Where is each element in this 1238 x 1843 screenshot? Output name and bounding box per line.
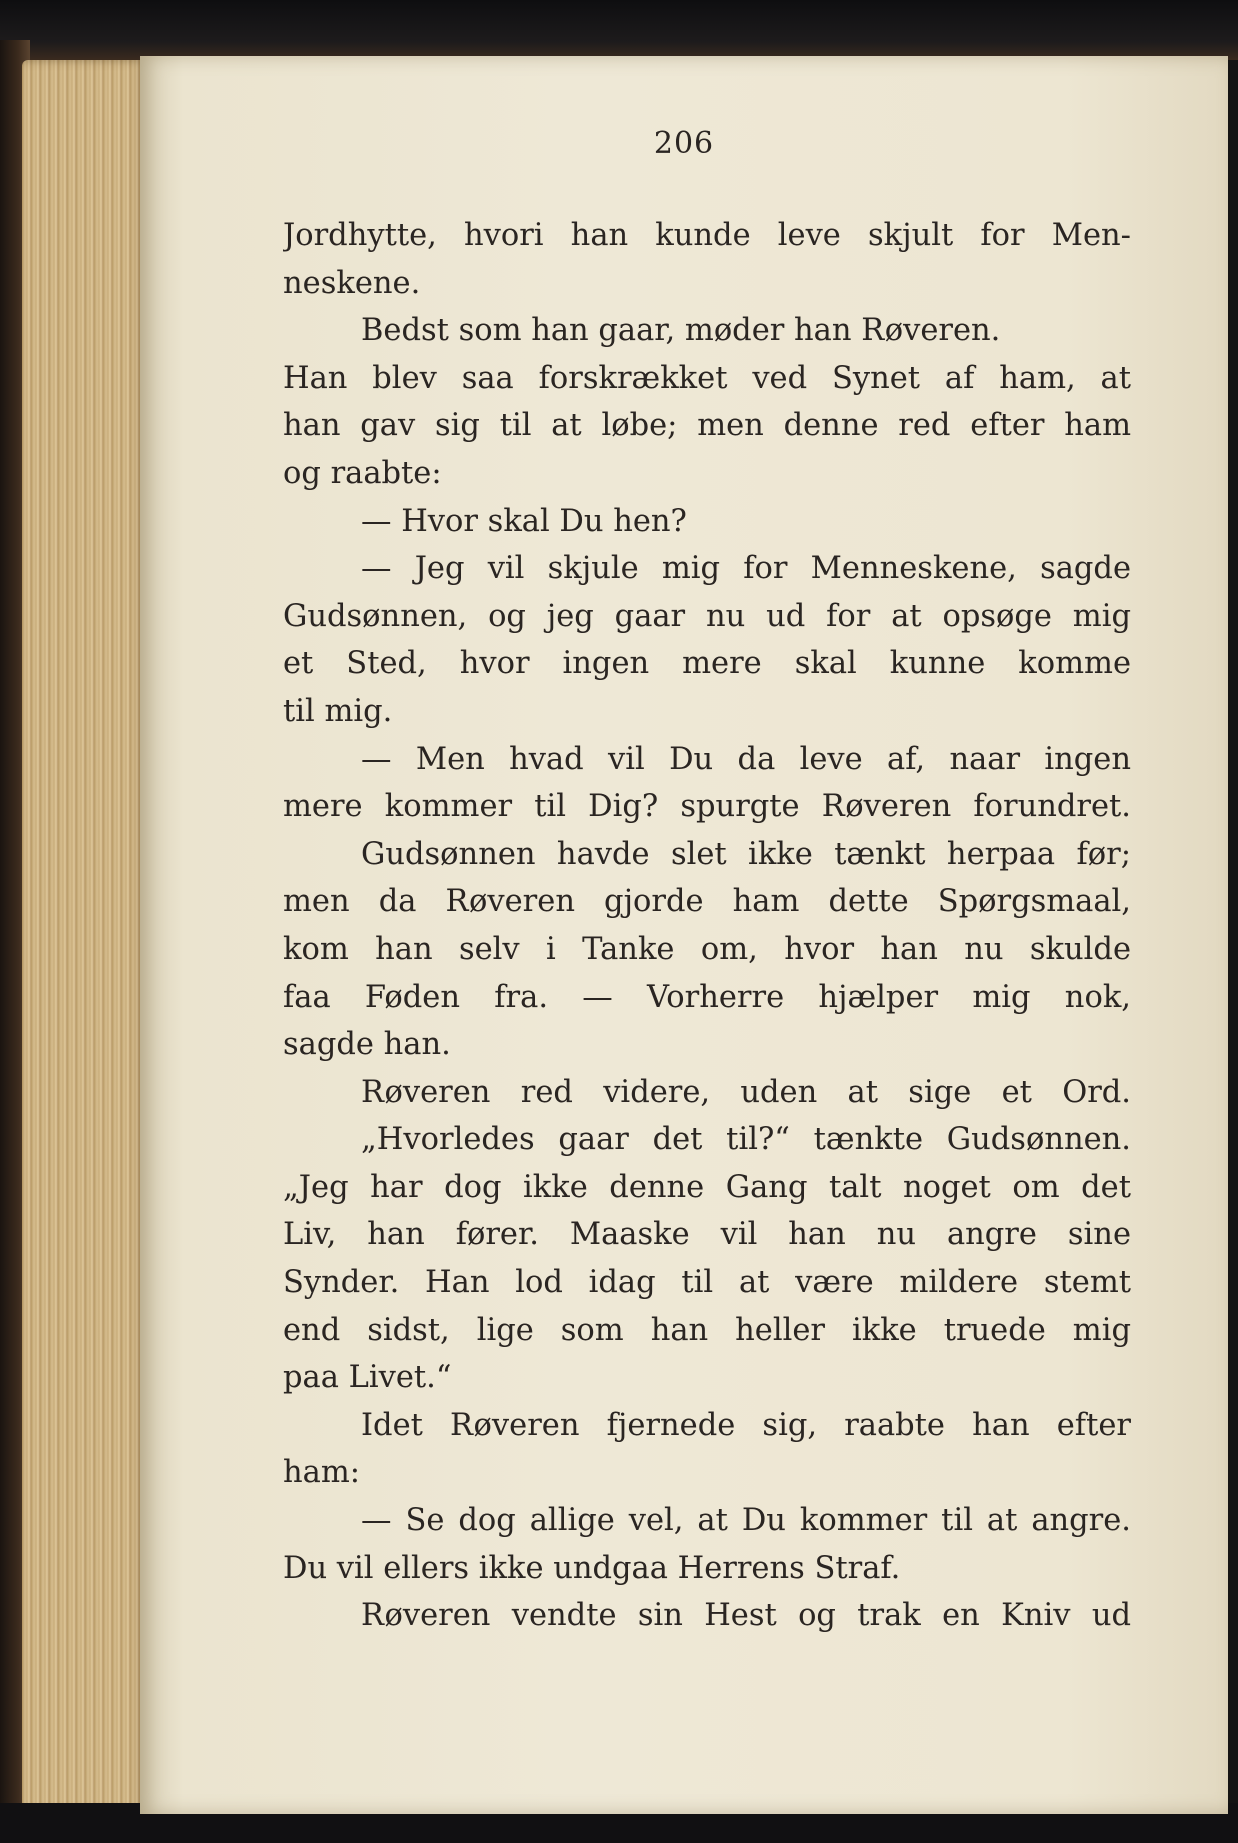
text-line: mere kommer til Dig? spurgte Røveren forundret. <box>283 789 1131 825</box>
text-line: neskene. <box>283 265 421 301</box>
text-line: Gudsønnen, og jeg gaar nu ud for at opsøge mig <box>283 598 1131 634</box>
text-line: — Jeg vil skjule mig for Menneskene, sagde <box>361 551 1131 587</box>
text-line: sagde han. <box>283 1027 451 1063</box>
text-line: Idet Røveren fjernede sig, raabte han efter <box>361 1407 1131 1443</box>
text-line: Synder. Han lod idag til at være mildere stemt <box>283 1265 1131 1301</box>
text-line: kom han selv i Tanke om, hvor han nu skulde <box>283 931 1131 967</box>
text-line: Røveren vendte sin Hest og trak en Kniv ud <box>361 1598 1131 1634</box>
body-text <box>283 212 1131 1640</box>
text-line: faa Føden fra. — Vorherre hjælper mig nok, <box>283 979 1131 1015</box>
text-line: men da Røveren gjorde ham dette Spørgsmaal, <box>283 884 1131 920</box>
text-line: og raabte: <box>283 455 442 491</box>
text-line: han gav sig til at løbe; men denne red efter ham <box>283 408 1131 444</box>
text-line: Liv, han fører. Maaske vil han nu angre sine <box>283 1217 1131 1253</box>
text-line: „Hvorledes gaar det til?“ tænkte Gudsønnen. <box>361 1122 1131 1158</box>
text-line: paa Livet.“ <box>283 1360 452 1396</box>
text-line: Jordhytte, hvori han kunde leve skjult for Men- <box>283 218 1131 253</box>
text-line: — Hvor skal Du hen? <box>361 503 687 539</box>
book-page <box>140 56 1228 1814</box>
text-line: Gudsønnen havde slet ikke tænkt herpaa før; <box>361 836 1131 872</box>
page-edges <box>22 60 147 1812</box>
text-line: et Sted, hvor ingen mere skal kunne komme <box>283 646 1131 682</box>
text-line: — Se dog allige vel, at Du kommer til at angre. <box>361 1503 1131 1539</box>
text-line: til mig. <box>283 693 393 729</box>
text-line: Røveren red videre, uden at sige et Ord. <box>361 1074 1131 1110</box>
text-line: Du vil ellers ikke undgaa Herrens Straf. <box>283 1550 901 1586</box>
text-line: Bedst som han gaar, møder han Røveren. <box>361 313 1001 349</box>
text-line: „Jeg har dog ikke denne Gang talt noget om det <box>283 1169 1131 1205</box>
page-number: 206 <box>653 126 715 161</box>
text-line: ham: <box>283 1455 361 1491</box>
text-line: — Men hvad vil Du da leve af, naar ingen <box>361 741 1131 777</box>
book-cover-top <box>0 0 1238 60</box>
text-line: end sidst, lige som han heller ikke truede mig <box>283 1312 1131 1348</box>
text-line: Han blev saa forskrækket ved Synet af ham, at <box>283 360 1131 396</box>
